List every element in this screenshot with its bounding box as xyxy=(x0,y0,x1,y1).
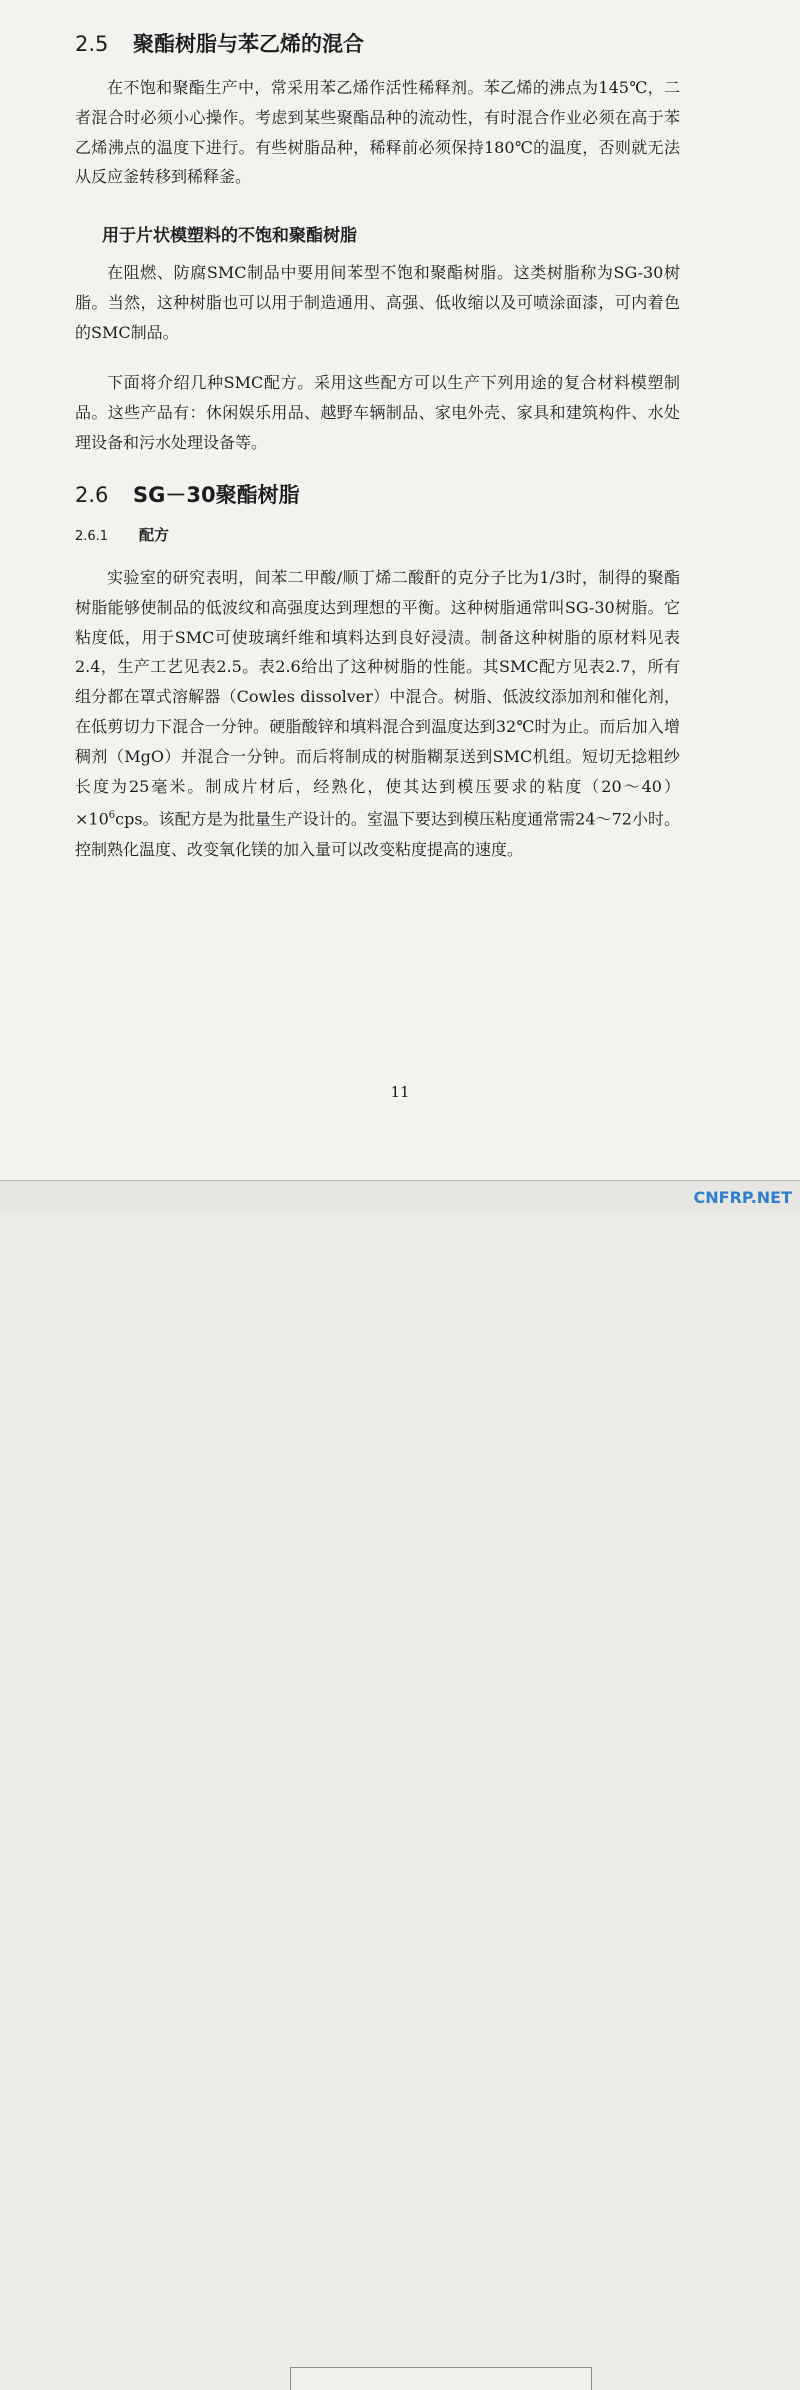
section-number: 2.6 xyxy=(75,483,109,507)
subheading-smc-resin: 用于片状模塑料的不饱和聚酯树脂 xyxy=(102,226,357,246)
document-page xyxy=(0,0,800,1180)
section-title: 聚酯树脂与苯乙烯的混合 xyxy=(133,32,364,56)
section-title: SG－30聚酯树脂 xyxy=(133,483,300,507)
paragraph-sg30-intro: 在阻燃、防腐SMC制品中要用间苯型不饱和聚酯树脂。这类树脂称为SG-30树脂。当然，这种树脂也可以用于制造通用、高强、低收缩以及可喷涂面漆，可内着色的SMC制品。 xyxy=(75,263,680,342)
viscosity-exponent: 6 xyxy=(108,810,116,822)
scan-bottom-edge xyxy=(0,1180,800,1212)
subsection-number: 2.6.1 xyxy=(75,529,109,544)
paragraph-smc-formulas: 下面将介绍几种SMC配方。采用这些配方可以生产下列用途的复合材料模塑制品。这些产品有：休闲娱乐用品、越野车辆制品、家电外壳、家具和建筑构件、水处理设备和污水处理设备等。 xyxy=(75,373,680,452)
page-number: 11 xyxy=(390,1083,410,1101)
formulation-text-part-2: cps。该配方是为批量生产设计的。室温下要达到模压粘度通常需24～72小时。控制熟化温度、改变氧化镁的加入量可以改变粘度提高的速度。 xyxy=(75,809,680,859)
site-watermark: CNFRP.NET xyxy=(693,1188,792,1207)
section-heading-2-5 xyxy=(75,28,364,58)
paragraph-styrene-mixing: 在不饱和聚酯生产中，常采用苯乙烯作活性稀释剂。苯乙烯的沸点为145℃，二者混合时必须小心操作。考虑到某些聚酯品种的流动性，有时混合作业必须在高于苯乙烯沸点的温度下进行。有些树脂品种，稀释前必须保持180℃的温度，否则就无法从反应釜转移到稀释釜。 xyxy=(75,78,680,187)
subsection-title: 配方 xyxy=(139,526,170,544)
section-number: 2.5 xyxy=(75,32,109,56)
section-heading-2-6 xyxy=(75,479,300,509)
scan-next-page-strip xyxy=(290,2367,592,2390)
paragraph-formulation-details xyxy=(75,563,680,864)
subsection-heading-2-6-1 xyxy=(75,524,169,545)
formulation-text-part-1: 实验室的研究表明，间苯二甲酸/顺丁烯二酸酐的克分子比为1/3时，制得的聚酯树脂能够使制品的低波纹和高强度达到理想的平衡。这种树脂通常叫SG-30树脂。它粘度低，用于SMC可使玻璃纤维和填料达到良好浸渍。制备这种树脂的原材料见表2.4，生产工艺见表2.5。表2.6给出了这种树脂的性能。其SMC配方见表2.7，所有组分都在罩式溶解器（Cowles dissolver）中混合。树脂、低波纹添加剂和催化剂，在低剪切力下混合一分钟。硬脂酸锌和填料混合到温度达到32℃时为止。而后加入增稠剂（MgO）并混合一分钟。而后将制成的树脂糊泵送到SMC机组。短切无捻粗纱长度为25毫米。制成片材后，经熟化，使其达到模压要求的粘度（20～40）×10 xyxy=(75,568,680,829)
